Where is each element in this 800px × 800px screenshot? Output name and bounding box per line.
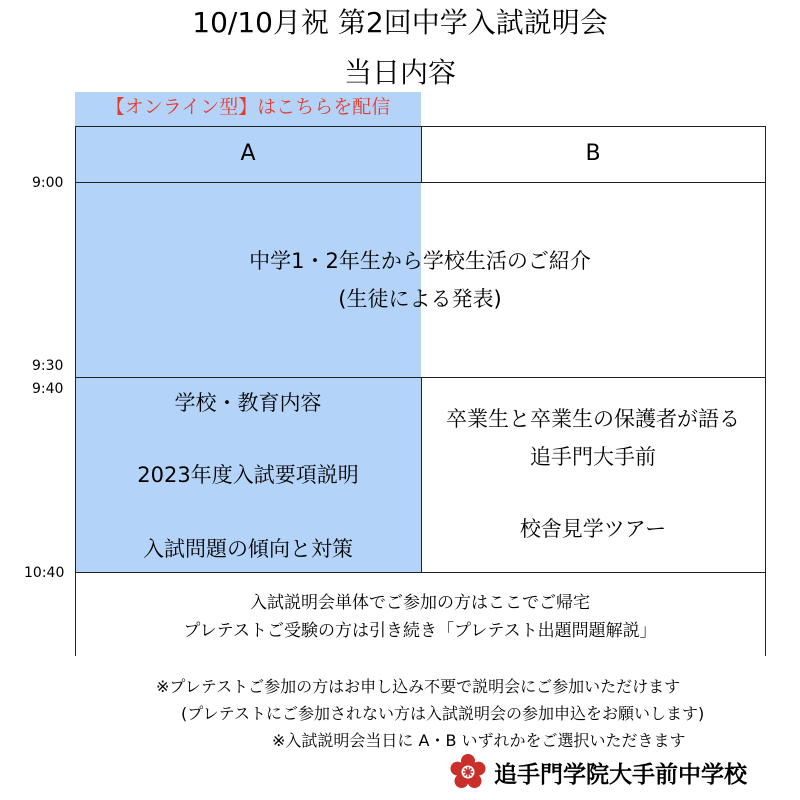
time-label: 9:30 — [32, 358, 64, 374]
time-label: 9:40 — [32, 381, 64, 397]
session2-b-item: 校舎見学ツアー — [519, 517, 667, 541]
school-logo — [450, 752, 747, 792]
time-label: 9:00 — [32, 175, 64, 191]
grid-line-header-bottom — [75, 182, 766, 183]
session2-b-item: 卒業生と卒業生の保護者が語る — [446, 407, 740, 431]
session2-a-item: 入試問題の傾向と対策 — [143, 537, 353, 561]
column-header-a: A — [240, 141, 256, 166]
page-title: 10/10月祝 第2回中学入試説明会 — [192, 6, 608, 39]
school-name: 追手門学院大手前中学校 — [494, 761, 747, 788]
session2-b-item: 追手門大手前 — [530, 445, 656, 469]
grid-line-right — [765, 126, 766, 656]
column-header-b: B — [585, 141, 601, 166]
session2-a-item: 2023年度入試要項説明 — [137, 463, 359, 487]
note-selection: ※入試説明会当日に A・B いずれかをご選択いただきます — [272, 731, 686, 750]
online-column-highlight — [75, 126, 421, 572]
cherry-blossom-emblem-icon — [450, 754, 486, 790]
session2-a-item: 学校・教育内容 — [174, 391, 322, 415]
after-session-note — [75, 589, 765, 645]
note-pretest: ※プレテストご参加の方はお申し込み不要で説明会にご参加いただけます — [156, 677, 681, 696]
session1-subtitle: (生徒による発表) — [338, 287, 502, 311]
after-session-line: プレテストご受験の方は引き続き「プレテスト出題問題解説」 — [183, 621, 657, 641]
grid-line-session2-bottom — [75, 572, 766, 573]
online-broadcast-note: 【オンライン型】はこちらを配信 — [75, 92, 421, 126]
page-subtitle: 当日内容 — [343, 56, 456, 89]
note-application: (プレテストにご参加されない方は入試説明会の参加申込をお願いします) — [181, 704, 705, 723]
time-label: 10:40 — [24, 565, 65, 581]
session1-title: 中学1・2年生から学校生活のご紹介 — [249, 249, 591, 273]
after-session-line: 入試説明会単体でご参加の方はここでご帰宅 — [250, 593, 590, 613]
